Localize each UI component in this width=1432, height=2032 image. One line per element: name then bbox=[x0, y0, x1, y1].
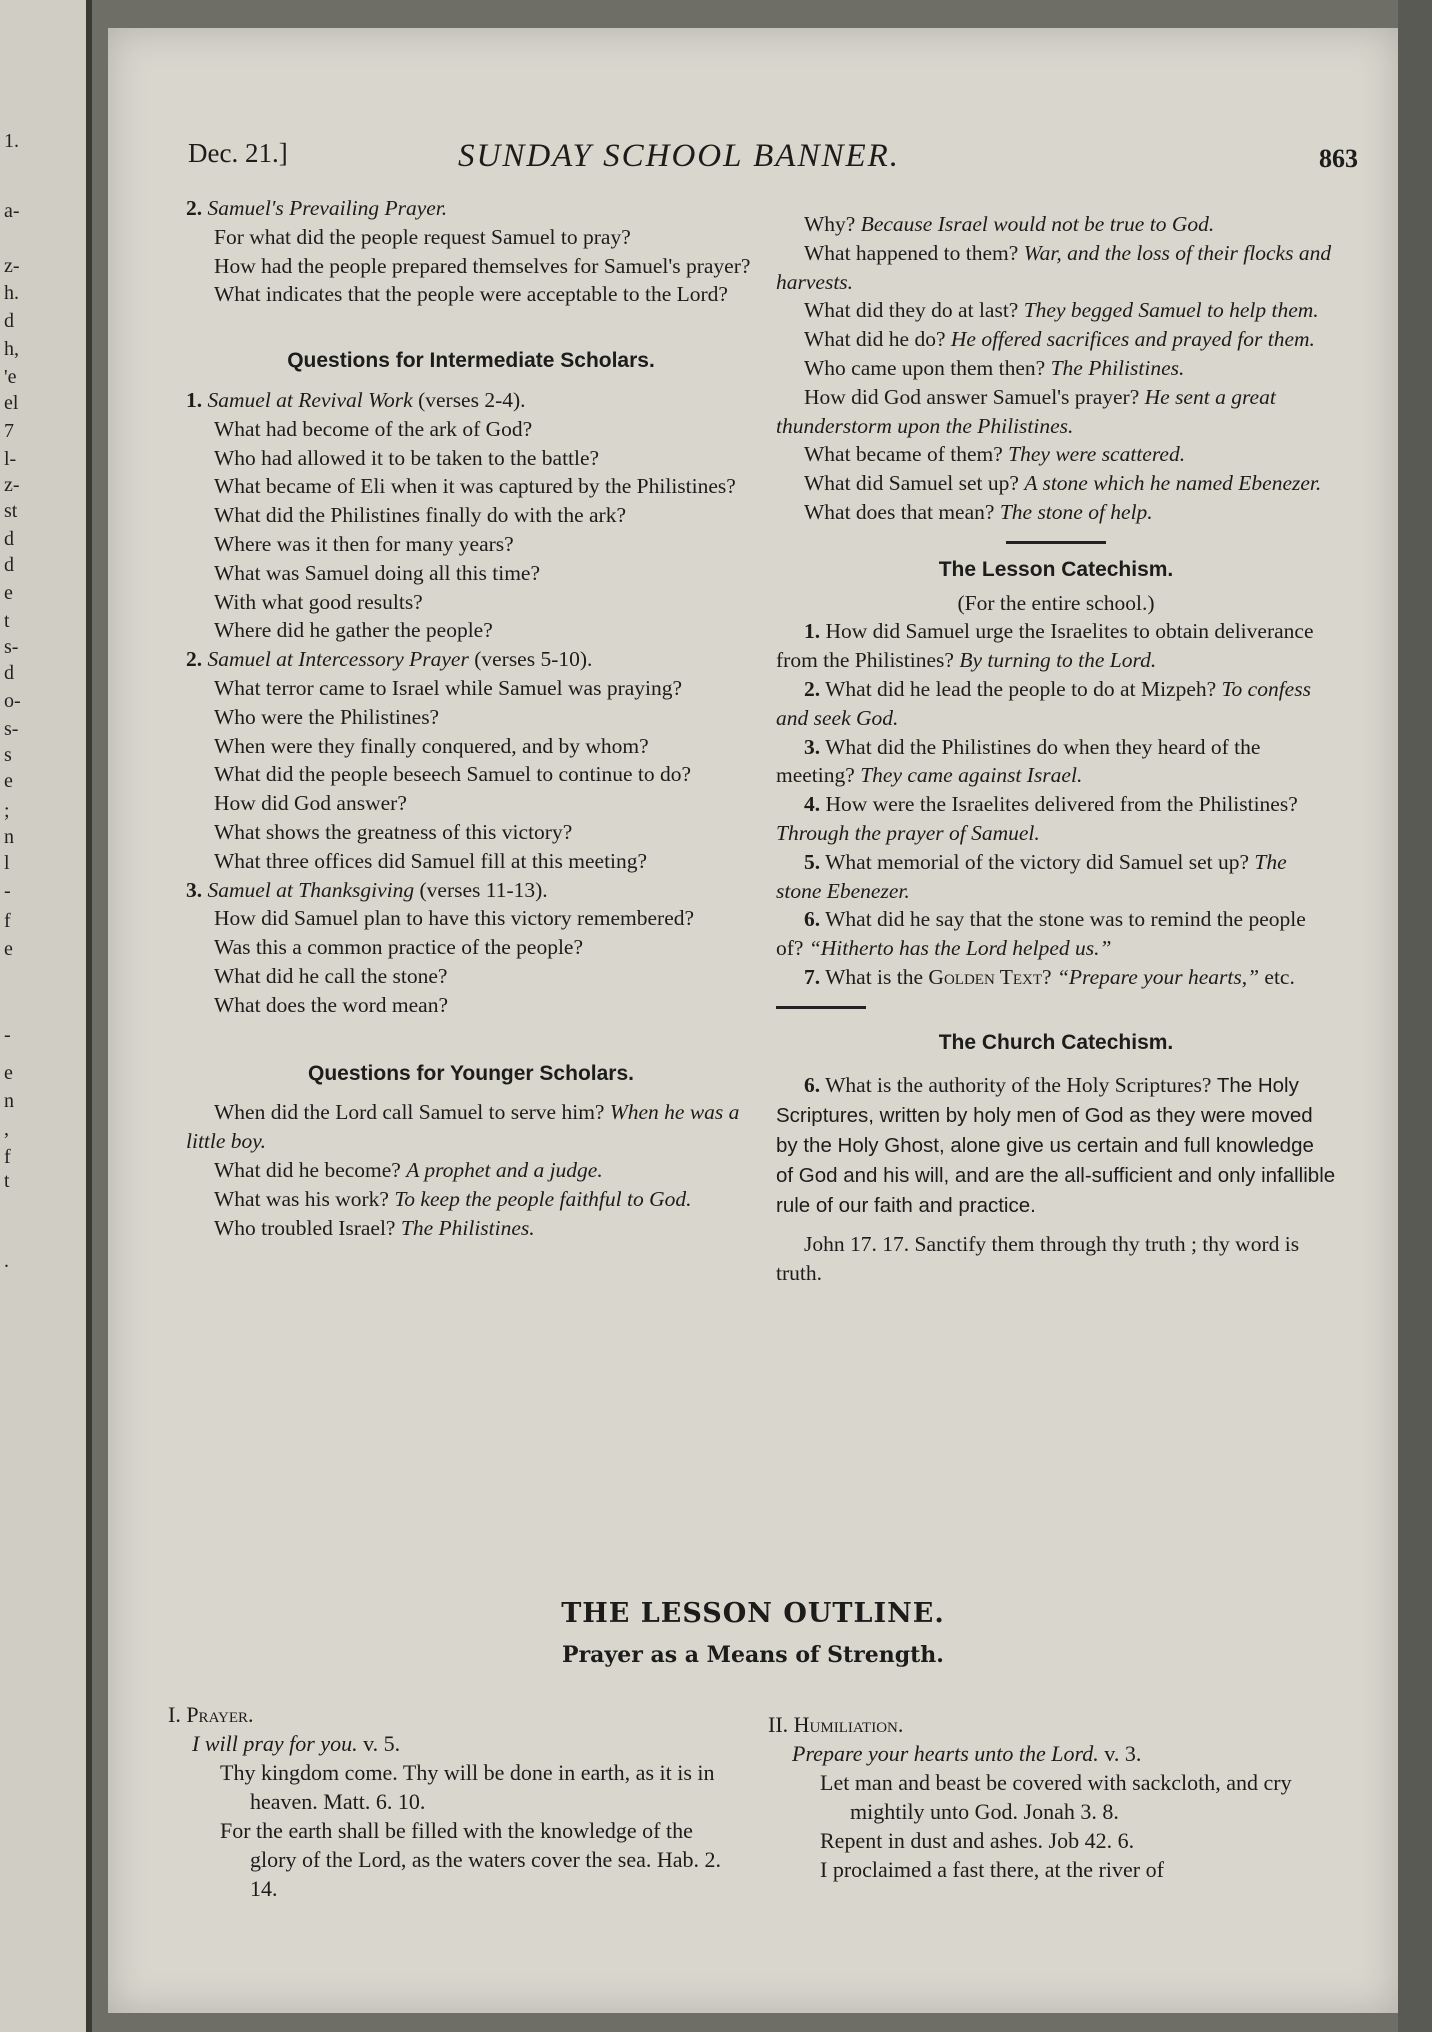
gutter-fragment: n bbox=[4, 1090, 14, 1112]
question: What does the word mean? bbox=[214, 992, 449, 1017]
question: What did he call the stone? bbox=[214, 963, 448, 988]
section-heading: 2. Samuel's Prevailing Prayer. bbox=[186, 196, 448, 220]
gutter-fragment: 'e bbox=[4, 366, 17, 388]
catechism-item: 4. How were the Israelites delivered from the Philistines? Through the prayer of Samuel. bbox=[776, 792, 1298, 845]
question: With what good results? bbox=[214, 589, 423, 614]
qa-item: What did Samuel set up? A stone which he named Ebenezer. bbox=[804, 471, 1322, 496]
gutter-fragment: n bbox=[4, 826, 14, 848]
church-catechism-item: 6. What is the authority of the Holy Scriptures? The Holy Scriptures, written by holy men of God as they were moved by the Holy Ghost, alone give us certain and full knowledge of God and his will, and are the all-sufficient and only infallible rule of our faith and practice. bbox=[776, 1073, 1336, 1217]
gutter-fragment: . bbox=[4, 1250, 9, 1272]
outline-heading: I. Prayer. bbox=[168, 1702, 254, 1727]
question: How had the people prepared themselves for Samuel's prayer? bbox=[214, 253, 751, 278]
outline-text: I will pray for you. v. 5. bbox=[192, 1731, 401, 1756]
page bbox=[108, 28, 1398, 2013]
qa-item: Who troubled Israel? The Philistines. bbox=[214, 1215, 535, 1240]
qa-item: What was his work? To keep the people faithful to God. bbox=[214, 1186, 692, 1211]
section-rule bbox=[776, 1006, 866, 1009]
gutter-fragment: t bbox=[4, 610, 10, 632]
gutter-fragment: d bbox=[4, 310, 14, 332]
gutter-fragment: el bbox=[4, 392, 19, 414]
question: What shows the greatness of this victory? bbox=[214, 819, 573, 844]
scripture-reference: John 17. 17. Sanctify them through thy truth ; thy word is truth. bbox=[776, 1232, 1300, 1286]
gutter-fragment: d bbox=[4, 662, 14, 684]
gutter-fragment: s- bbox=[4, 636, 19, 658]
gutter-fragment: - bbox=[4, 880, 11, 902]
page-number: 863 bbox=[1319, 144, 1358, 173]
gutter-fragment: e bbox=[4, 582, 13, 604]
qa-item: When did the Lord call Samuel to serve him? When he was a little boy. bbox=[186, 1100, 740, 1154]
gutter-fragment: e bbox=[4, 770, 13, 792]
gutter-fragment: d bbox=[4, 528, 14, 550]
question: How did God answer? bbox=[214, 791, 407, 816]
outline-line: Let man and beast be covered with sackcloth, and cry mightily unto God. Jonah 3. 8. bbox=[820, 1770, 1292, 1824]
right-column bbox=[776, 210, 1336, 1288]
gutter-fragment: ; bbox=[4, 800, 10, 822]
lesson-catechism-heading: The Lesson Catechism. bbox=[938, 557, 1174, 581]
question: What indicates that the people were acceptable to the Lord? bbox=[214, 282, 728, 307]
catechism-item: 7. What is the Golden Text? “Prepare your hearts,” etc. bbox=[776, 963, 1336, 1021]
catechism-item: 1. How did Samuel urge the Israelites to obtain deliverance from the Philistines? By turning to the Lord. bbox=[776, 619, 1314, 673]
section-heading: 1. Samuel at Revival Work (verses 2-4). bbox=[186, 387, 526, 412]
outline-title: THE LESSON OUTLINE. bbox=[561, 1598, 945, 1629]
question: How did Samuel plan to have this victory remembered? bbox=[214, 906, 695, 931]
church-catechism-heading: The Church Catechism. bbox=[938, 1030, 1174, 1054]
gutter-fragment: d bbox=[4, 554, 14, 576]
question: Was this a common practice of the people? bbox=[214, 935, 584, 960]
left-column bbox=[186, 194, 756, 1242]
outline-heading: II. Humiliation. bbox=[768, 1712, 904, 1737]
gutter-fragment: t bbox=[4, 1170, 10, 1192]
catechism-item: 5. What memorial of the victory did Samuel set up? The stone Ebenezer. bbox=[776, 849, 1287, 903]
question: What did the people beseech Samuel to continue to do? bbox=[214, 762, 692, 787]
question: Who were the Philistines? bbox=[214, 704, 440, 729]
question: What did the Philistines finally do with the ark? bbox=[214, 503, 627, 528]
header-date: Dec. 21.] bbox=[188, 138, 288, 168]
question: When were they finally conquered, and by whom? bbox=[214, 733, 649, 758]
catechism-item: 3. What did the Philistines do when they heard of the meeting? They came against Israel. bbox=[776, 734, 1261, 788]
gutter-fragment: - bbox=[4, 1024, 11, 1046]
qa-item: What became of them? They were scattered. bbox=[804, 442, 1186, 467]
outline-line: For the earth shall be filled with the knowledge of the glory of the Lord, as the waters cover the sea. Hab. 2. 14. bbox=[220, 1818, 722, 1901]
gutter-fragment: s bbox=[4, 744, 12, 766]
outline-line: Repent in dust and ashes. Job 42. 6. bbox=[820, 1828, 1135, 1853]
gutter-fragment: 7 bbox=[4, 420, 14, 442]
facing-page-gutter bbox=[0, 0, 92, 2032]
gutter-fragment: e bbox=[4, 938, 13, 960]
qa-item: Who came upon them then? The Philistines. bbox=[804, 355, 1185, 380]
question: What terror came to Israel while Samuel was praying? bbox=[214, 675, 683, 700]
qa-item: Why? Because Israel would not be true to God. bbox=[804, 212, 1215, 236]
gutter-fragment: a- bbox=[4, 200, 20, 222]
question: What was Samuel doing all this time? bbox=[214, 560, 541, 585]
outline-text: Prepare your hearts unto the Lord. v. 3. bbox=[792, 1741, 1142, 1766]
question: What had become of the ark of God? bbox=[214, 416, 533, 441]
question: Who had allowed it to be taken to the battle? bbox=[214, 445, 600, 470]
qa-item: What did he become? A prophet and a judge. bbox=[214, 1157, 603, 1182]
gutter-fragment: z- bbox=[4, 255, 20, 277]
qa-item: What does that mean? The stone of help. bbox=[804, 499, 1153, 524]
gutter-fragment: st bbox=[4, 500, 18, 522]
question: What became of Eli when it was captured by the Philistines? bbox=[214, 474, 736, 499]
question: For what did the people request Samuel to pray? bbox=[214, 224, 631, 249]
running-header bbox=[188, 138, 1358, 188]
outline-left bbox=[168, 1700, 728, 1903]
gutter-fragment: l bbox=[4, 852, 10, 874]
section-heading: 2. Samuel at Intercessory Prayer (verses 5-10). bbox=[186, 647, 593, 672]
catechism-subtitle: (For the entire school.) bbox=[957, 590, 1155, 615]
gutter-fragment: z- bbox=[4, 474, 20, 496]
qa-item: What happened to them? War, and the loss of their flocks and harvests. bbox=[776, 240, 1332, 294]
section-heading: 3. Samuel at Thanksgiving (verses 11-13). bbox=[186, 877, 548, 902]
gutter-fragment: h. bbox=[4, 282, 19, 304]
gutter-fragment: f bbox=[4, 1146, 11, 1168]
gutter-fragment: l- bbox=[4, 448, 17, 470]
qa-item: How did God answer Samuel's prayer? He sent a great thunderstorm upon the Philistines. bbox=[776, 384, 1276, 438]
gutter-fragment: 1. bbox=[4, 130, 19, 152]
gutter-fragment: s- bbox=[4, 718, 19, 740]
qa-item: What did he do? He offered sacrifices and prayed for them. bbox=[804, 327, 1315, 352]
outline-line: I proclaimed a fast there, at the river of bbox=[820, 1857, 1164, 1882]
catechism-item: 6. What did he say that the stone was to remind the people of? “Hitherto has the Lord helped us.” bbox=[776, 907, 1306, 961]
gutter-fragment: e bbox=[4, 1062, 13, 1084]
question: What three offices did Samuel fill at this meeting? bbox=[214, 848, 648, 873]
gutter-fragment: f bbox=[4, 910, 11, 932]
gutter-fragment: h, bbox=[4, 338, 19, 360]
outline-line: Thy kingdom come. Thy will be done in earth, as it is in heaven. Matt. 6. 10. bbox=[220, 1760, 715, 1814]
book-edge bbox=[1398, 0, 1432, 2032]
question: Where was it then for many years? bbox=[214, 531, 514, 556]
outline-right bbox=[768, 1710, 1338, 1884]
intermediate-heading: Questions for Intermediate Scholars. bbox=[287, 349, 655, 373]
gutter-fragment: , bbox=[4, 1118, 9, 1140]
header-title: SUNDAY SCHOOL BANNER. bbox=[458, 138, 901, 174]
question: Where did he gather the people? bbox=[214, 618, 493, 643]
outline-subtitle: Prayer as a Means of Strength. bbox=[562, 1642, 944, 1668]
qa-item: What did they do at last? They begged Samuel to help them. bbox=[804, 298, 1319, 323]
catechism-item: 2. What did he lead the people to do at Mizpeh? To confess and seek God. bbox=[776, 676, 1311, 730]
younger-heading: Questions for Younger Scholars. bbox=[308, 1061, 634, 1085]
gutter-fragment: o- bbox=[4, 690, 21, 712]
